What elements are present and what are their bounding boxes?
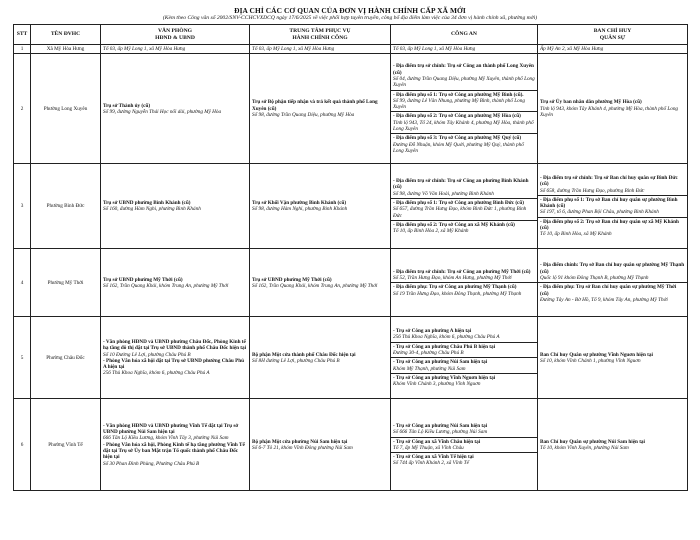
cell-stt: 3 [14,164,31,249]
cell-van-phong [101,45,250,54]
location-name: - Địa điểm phụ số 1: Trụ sở Công an phường Mỹ Bình (cũ). [393,91,524,98]
location-address: Số 8H đường Lê Lợi, phường Châu Phú B [252,357,340,364]
table-row [14,45,688,54]
header-stt: STT [14,25,31,45]
cell-stt: 2 [14,54,31,164]
location-address: Khóm Vĩnh Chánh 3, phường Vĩnh Nguơn [393,381,481,388]
cell-trung-tam [250,164,391,249]
cell-divider [391,373,537,374]
cell-cong-an [391,164,538,249]
location-address: Số 30 Phan Đình Phùng, Phường Châu Phú B [103,460,200,467]
cell-unit-name: Phường Châu Đốc [31,317,101,399]
location-address: Số 658, đường Trần Hưng Đạo, phường Bình Đức [540,187,645,194]
location-name: Trụ sở UBND phường Bình Khánh (cũ) [103,200,191,206]
location-address: Số 10 Đường Lê Lợi, phường Châu Phú B [103,351,191,358]
cell-divider [391,220,537,221]
cell-quan-su [538,45,688,54]
location-address: Số 666 Tân Lộ Kiều Lương, phường Núi Sam [393,429,488,436]
table-row [14,164,688,249]
location-name: - Trụ sở Công an phường Vĩnh Nguơn hiện tại [393,374,496,381]
location-address: 256 Thủ Khoa Nghĩa, khóm 6, phường Châu Phú A [103,370,210,377]
cell-stt: 6 [14,399,31,491]
cell-van-phong [101,399,250,491]
location-name: - Trụ sở Công an phường A hiện tại [393,328,472,335]
cell-quan-su [538,164,688,249]
location-name: - Địa điểm chính: Trụ sở Ban chỉ huy quân sự phường Mỹ Thạnh (cũ) [540,262,685,275]
cell-quan-su [538,249,688,317]
cell-cong-an [391,317,538,399]
location-address: Số 10, khóm Vĩnh Chánh 1, phường Vĩnh Nguơn [540,357,641,364]
location-address: Số 98, đường Trần Quang Diệu, phường Mỹ Hòa [252,111,355,118]
cell-trung-tam [250,399,391,491]
document-subtitle: (Kèm theo Công văn số 2002/SNV-CCHCVXDCQ ngày 17/6/2025 về việc phối hợp tuyên truyền, công bố địa điểm làm việc của 34 đơn vị hành chính xã, phường mới) [162,15,538,21]
cell-divider [391,342,537,343]
location-address: Số 744 ấp Vĩnh Khánh 2, xã Vĩnh Tế [393,460,469,467]
location-name: - Văn phòng HĐND và UBND phường Vĩnh Tế đặt tại Trụ sở UBND phường Núi Sam hiện tại [103,422,239,436]
location-address: Số 52, Trần Hưng Đạo, khóm An Hưng, phường Mỹ Thới [393,275,512,281]
cell-stt: 1 [14,45,31,54]
location-address: Tổ 7, ấp Mỹ Thuận, xã Vĩnh Châu [393,444,464,451]
location-address: Tỉnh lộ 943, khóm Tây Khánh 4, phường Mỹ Hòa, thành phố Long Xuyên [540,105,679,118]
header-quan-su: BAN CHỈ HUY QUÂN SỰ [538,25,688,45]
location-name: - Phòng Văn hóa xã hội, Phòng Kinh tế hạ tầng phường Vĩnh Tế đặt tại Trụ sở Ủy ban Mặt trận Tổ quốc thành phố Châu Đốc hiện tại [103,441,245,461]
location-address: Khóm Mỹ Thạnh, phường Núi Sam [393,365,466,372]
cell-unit-name: Xã Mỹ Hòa Hưng [31,45,101,54]
location-name: - Địa điểm phụ số 1: Trụ sở Công an phường Bình Đức (cũ) [393,200,524,206]
cell-trung-tam [250,54,391,164]
location-address: Ấp Mỹ An 2, xã Mỹ Hòa Hưng [540,46,604,52]
cell-cong-an [391,54,538,164]
location-address: Tổ 10, ấp Bình Hòa, xã Mỹ Khánh [540,231,612,238]
location-name: Trụ sở UBND phường Mỹ Thới (cũ) [252,276,332,283]
cell-trung-tam [250,45,391,54]
location-address: Tỉnh lộ 943, Tổ 24, khóm Tây Khánh 4, phường Mỹ Hòa, thành phố Long Xuyên [393,119,534,133]
cell-cong-an [391,45,538,54]
cell-quan-su [538,54,688,164]
cell-divider [391,357,537,358]
cell-quan-su [538,399,688,491]
location-address: Tổ 03, ấp Mỹ Long 1, xã Mỹ Hòa Hưng [252,46,335,52]
cell-unit-name: Phường Long Xuyên [31,54,101,164]
location-name: - Phòng Văn hóa xã hội đặt tại Trụ sở UBND phường Châu Phú A hiện tại [103,357,245,371]
location-name: - Địa điểm phụ số 2: Trụ sở Ban chỉ huy quân sự xã Mỹ Khánh (cũ) [540,218,679,232]
cell-van-phong [101,317,250,399]
header-dvhc: TÊN ĐVHC [31,25,101,45]
location-name: - Văn phòng HĐND và UBND phường Châu Đốc, Phòng Kinh tế hạ tầng đô thị đặt tại Trụ sở UBND thành phố Châu Đốc hiện tại [103,338,247,352]
cell-cong-an [391,249,538,317]
location-name: - Địa điểm trụ sở chính: Trụ sở Công an thành phố Long Xuyên (cũ) [393,63,534,76]
location-name: - Trụ sở Công an xã Vĩnh Châu hiện tại [393,438,481,445]
cell-divider [391,452,537,453]
location-name: Trụ sở UBND phường Mỹ Thới (cũ) [103,276,183,283]
location-address: Quốc lộ 91 khóm Đông Thạnh B, phường Mỹ Thạnh [540,275,649,281]
location-address: Số 162, Trần Quang Khải, khóm Trung An, phường Mỹ Thới [103,282,229,289]
location-name: Bộ phận Một cửa thành phố Châu Đốc hiện tại [252,351,356,358]
location-address: Đường 30-4, phường Châu Phú B [393,350,464,356]
location-name: Trụ sở Thành ủy (cũ) [103,102,151,109]
location-name: Ban Chỉ huy Quân sự phường Vĩnh Nguơn hiện tại [540,351,653,358]
location-address: Số 99, đường Nguyễn Thái Học nối dài, phường Mỹ Hòa [103,108,222,115]
location-address: Số 98, đường Võ Văn Hoài, phường Bình Khánh [393,190,494,197]
table-row [14,54,688,164]
location-name: - Địa điểm phụ số 3: Trụ sở Công an phường Mỹ Quý (cũ) [393,135,522,142]
table-header-row [14,25,688,45]
location-address: Tổ 10, ấp Bình Hòa 2, xã Mỹ Khánh [393,228,469,235]
location-address: Đường Tây An - Bờ Hồ, Tổ 9, khóm Tây An, phường Mỹ Thới [540,296,668,303]
cell-unit-name: Phường Vĩnh Tế [31,399,101,491]
table-row [14,399,688,491]
header-cong-an: CÔNG AN [391,25,538,45]
cell-cong-an [391,399,538,491]
location-address: Số 6-7 Tô 21, khóm Vĩnh Đông phường Núi Sam [252,444,353,451]
location-address: Số 197, tổ 6, đường Phan Bội Châu, phường Bình Khánh [540,209,659,216]
cell-divider [391,437,537,438]
location-address: Số 98, đường Hàm Nghi, phường Bình Khánh [252,206,348,213]
cell-van-phong [101,164,250,249]
cell-van-phong [101,54,250,164]
cell-divider [538,217,687,218]
location-name: - Địa điểm trụ sở chính: Trụ sở Công an phường Mỹ Thới (cũ) [393,268,531,275]
cell-unit-name: Phường Mỹ Thới [31,249,101,317]
cell-trung-tam [250,249,391,317]
cell-trung-tam [250,317,391,399]
table-row [14,249,688,317]
location-name: - Địa điểm trụ sở chính: Trụ sở Công an phường Bình Khánh (cũ) [393,178,529,191]
cell-divider [538,195,687,196]
document-title: ĐỊA CHỈ CÁC CƠ QUAN CỦA ĐƠN VỊ HÀNH CHÍNH CẤP XÃ MỚI [234,6,466,15]
location-address: Số 657, đường Trần Hưng Đạo, khóm Bình Đức 1, phường Bình Đức [393,206,527,219]
location-address: Số 04, đường Trần Quang Diệu, phường Mỹ Xuyên, thành phố Long Xuyên [393,75,535,89]
location-address: Tổ 03, ấp Mỹ Long 1, xã Mỹ Hòa Hưng [393,46,476,52]
cell-stt: 4 [14,249,31,317]
location-name: Bộ phận Một cửa phường Núi Sam hiện tại [252,438,348,445]
location-name: - Địa điểm phụ số 2: Trụ sở Công an xã Mỹ Khánh (cũ) [393,221,515,228]
location-name: - Trụ sở Công an phường Núi Sam hiện tại [393,359,488,366]
location-name: Trụ sở Ủy ban nhân dân phường Mỹ Hòa (cũ) [540,99,642,106]
header-van-phong: VĂN PHÒNG HĐND & UBND [101,25,250,45]
location-address: Số 19 Trần Hưng Đạo, khóm Đông Thạnh, phường Mỹ Thạnh [393,290,522,297]
cell-divider [391,90,537,91]
table-row [14,317,688,399]
location-address: Đường Đỗ Nhuận, khóm Mỹ Quới, phường Mỹ Quý, thành phố Long Xuyên [393,141,524,154]
cell-quan-su [538,317,688,399]
location-name: Trụ sở Khối Vận phường Bình Khánh (cũ) [252,200,347,206]
location-name: - Địa điểm phụ: Trụ sở Công an phường Mỹ Thạnh (cũ) [393,284,517,291]
location-address: Số 99, đường Lê Văn Nhung, phường Mỹ Bình, thành phố Long Xuyên [393,97,525,111]
location-address: Số 160, đường Hàm Nghi, phường Bình Khánh [103,206,201,213]
location-name: - Địa điểm phụ: Trụ sở Ban chỉ huy quân sự phường Mỹ Thới (cũ) [540,284,677,297]
location-address: Số 162, Trần Quang Khải, khóm Trung An, phường Mỹ Thới [252,282,378,289]
location-address: Tổ 10, khóm Vĩnh Xuyên, phường Núi Sam [540,444,629,451]
location-name: - Trụ sở Công an phường Núi Sam hiện tại [393,422,488,429]
location-name: - Địa điểm phụ số 1: Trụ sở Ban chỉ huy quân sự phường Bình Khánh (cũ) [540,196,678,210]
cell-unit-name: Phường Bình Đức [31,164,101,249]
location-name: Ban Chỉ huy Quân sự phường Núi Sam hiện tại [540,438,645,445]
location-address: Tổ 03, ấp Mỹ Long 1, xã Mỹ Hòa Hưng [103,46,186,52]
location-address: 666 Tân Lộ Kiều Lương, khóm Vĩnh Tây 3, phường Núi Sam [103,435,229,442]
location-name: Trụ sở Bộ phận tiếp nhận và trả kết quả thành phố Long Xuyên (cũ) [252,99,378,112]
location-name: - Địa điểm phụ số 2: Trụ sở Công an phường Mỹ Hòa (cũ) [393,113,521,120]
location-name: - Địa điểm trụ sở chính: Trụ sở Ban chỉ huy quân sự Bình Đức (cũ) [540,174,678,188]
cell-van-phong [101,249,250,317]
location-address: 256 Thủ Khoa Nghĩa, khóm 6, phường Châu Phú A [393,334,500,341]
location-name: - Trụ sở Công an xã Vĩnh Tế hiện tại [393,454,474,461]
cell-divider [391,198,537,199]
cell-stt: 5 [14,317,31,399]
header-trung-tam: TRUNG TÂM PHỤC VỤ HÀNH CHÍNH CÔNG [250,25,391,45]
location-name: - Trụ sở Công an phường Châu Phú B hiện tại [393,343,496,350]
address-table [13,24,688,491]
